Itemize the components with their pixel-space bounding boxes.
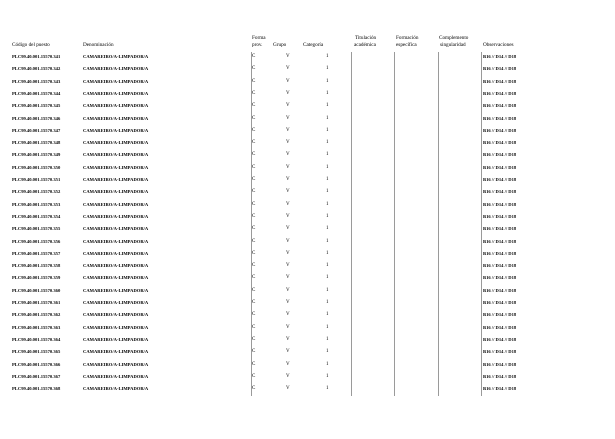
cell-forma-prov: C [252,349,256,355]
cell-grupo: V [286,213,290,219]
cell-categoria: 1 [326,152,329,158]
header-titulacion-line2: académica [354,42,376,48]
cell-grupo: V [286,336,290,342]
header-codigo: Código del puesto [12,42,50,48]
cell-codigo: PLC99.40.001.15570.368 [12,386,61,392]
cell-observaciones: B16 // D14 // D18 [483,189,517,195]
cell-codigo: PLC99.40.001.15570.359 [12,275,61,281]
cell-forma-prov: C [252,263,256,269]
cell-observaciones: B16 // D14 // D18 [483,140,517,146]
header-denominacion: Denominación [83,42,114,48]
cell-categoria: 1 [326,287,329,293]
header-complemento-line2: singularidad [440,42,466,48]
cell-forma-prov: C [252,300,256,305]
cell-categoria: 1 [326,386,329,392]
cell-grupo: V [286,189,290,195]
cell-categoria: 1 [326,140,329,146]
table-row [0,63,615,75]
cell-codigo: PLC99.40.001.15570.358 [12,263,61,269]
cell-categoria: 1 [326,78,329,84]
cell-forma-prov: C [252,201,256,207]
cell-observaciones: B16 // D14 // D18 [483,115,517,121]
cell-categoria: 1 [326,226,329,232]
cell-categoria: 1 [326,336,329,342]
table-row [0,334,615,346]
cell-forma-prov: C [252,287,256,293]
header-formacion-line1: Formación [396,35,419,41]
table-row [0,285,615,297]
header-titulacion-line1: Titulación [355,35,377,41]
cell-observaciones: B16 // D14 // D18 [483,349,517,355]
cell-codigo: PLC99.40.001.15570.353 [12,201,61,207]
cell-codigo: PLC99.40.001.15570.344 [12,90,61,96]
cell-categoria: 1 [326,54,329,59]
cell-categoria: 1 [326,103,329,109]
cell-forma-prov: C [252,226,256,232]
cell-denominacion: CAMAREIRO/A-LIMPADOR/A [83,54,149,59]
cell-grupo: V [286,115,290,121]
cell-denominacion: CAMAREIRO/A-LIMPADOR/A [83,78,149,84]
cell-categoria: 1 [326,213,329,219]
cell-codigo: PLC99.40.001.15570.349 [12,152,61,158]
cell-codigo: PLC99.40.001.15570.357 [12,250,61,256]
cell-observaciones: B16 // D14 // D18 [483,201,517,207]
cell-codigo: PLC99.40.001.15570.366 [12,361,61,367]
cell-denominacion: CAMAREIRO/A-LIMPADOR/A [83,238,149,244]
cell-observaciones: B16 // D14 // D18 [483,250,517,256]
cell-denominacion: CAMAREIRO/A-LIMPADOR/A [83,361,149,367]
cell-codigo: PLC99.40.001.15570.348 [12,140,61,146]
cell-forma-prov: C [252,250,256,256]
cell-denominacion: CAMAREIRO/A-LIMPADOR/A [83,127,149,133]
cell-grupo: V [286,90,290,96]
cell-grupo: V [286,238,290,244]
cell-grupo: V [286,386,290,392]
cell-codigo: PLC99.40.001.15570.356 [12,238,61,244]
cell-grupo: V [286,312,290,318]
cell-denominacion: CAMAREIRO/A-LIMPADOR/A [83,250,149,256]
cell-grupo: V [286,373,290,379]
cell-forma-prov: C [252,115,256,121]
cell-denominacion: CAMAREIRO/A-LIMPADOR/A [83,189,149,195]
cell-observaciones: B16 // D14 // D18 [483,213,517,219]
header-grupo: Grupo [273,42,287,48]
cell-grupo: V [286,361,290,367]
cell-grupo: V [286,127,290,133]
cell-forma-prov: C [252,90,256,96]
cell-observaciones: B16 // D14 // D18 [483,103,517,109]
cell-categoria: 1 [326,164,329,170]
cell-codigo: PLC99.40.001.15570.354 [12,213,61,219]
cell-categoria: 1 [326,263,329,269]
cell-observaciones: B16 // D14 // D18 [483,275,517,281]
cell-observaciones: B16 // D14 // D18 [483,78,517,84]
cell-grupo: V [286,66,290,72]
cell-grupo: V [286,324,290,330]
cell-denominacion: CAMAREIRO/A-LIMPADOR/A [83,103,149,109]
cell-observaciones: B16 // D14 // D18 [483,312,517,318]
cell-observaciones: B16 // D14 // D18 [483,361,517,367]
cell-denominacion: CAMAREIRO/A-LIMPADOR/A [83,201,149,207]
table-row [0,88,615,100]
cell-grupo: V [286,164,290,170]
cell-denominacion: CAMAREIRO/A-LIMPADOR/A [83,373,149,379]
table-row [0,371,615,383]
table-row [0,260,615,272]
cell-codigo: PLC99.40.001.15570.343 [12,78,61,84]
cell-forma-prov: C [252,66,256,72]
cell-observaciones: B16 // D14 // D18 [483,152,517,158]
cell-denominacion: CAMAREIRO/A-LIMPADOR/A [83,66,149,72]
cell-categoria: 1 [326,250,329,256]
cell-observaciones: B16 // D14 // D18 [483,177,517,182]
table-row [0,223,615,235]
cell-forma-prov: C [252,213,256,219]
table-row [0,383,615,395]
table-row [0,211,615,223]
cell-categoria: 1 [326,275,329,281]
cell-forma-prov: C [252,152,256,158]
table-row [0,76,615,88]
cell-categoria: 1 [326,115,329,121]
table-row [0,162,615,174]
cell-forma-prov: C [252,275,256,281]
table-row [0,297,615,309]
table-row [0,100,615,112]
cell-forma-prov: C [252,386,256,392]
cell-denominacion: CAMAREIRO/A-LIMPADOR/A [83,386,149,392]
cell-forma-prov: C [252,238,256,244]
cell-forma-prov: C [252,103,256,109]
cell-forma-prov: C [252,78,256,84]
cell-observaciones: B16 // D14 // D18 [483,324,517,330]
table-row [0,272,615,284]
cell-codigo: PLC99.40.001.15570.347 [12,127,61,133]
cell-categoria: 1 [326,373,329,379]
cell-grupo: V [286,152,290,158]
cell-observaciones: B16 // D14 // D18 [483,66,517,72]
header-formacion-line2: específica [396,42,417,48]
table-row [0,359,615,371]
cell-grupo: V [286,177,290,182]
cell-denominacion: CAMAREIRO/A-LIMPADOR/A [83,177,149,182]
cell-denominacion: CAMAREIRO/A-LIMPADOR/A [83,275,149,281]
cell-grupo: V [286,349,290,355]
cell-codigo: PLC99.40.001.15570.355 [12,226,61,232]
cell-codigo: PLC99.40.001.15570.342 [12,66,61,72]
cell-observaciones: B16 // D14 // D18 [483,127,517,133]
cell-grupo: V [286,103,290,109]
cell-observaciones: B16 // D14 // D18 [483,226,517,232]
cell-categoria: 1 [326,66,329,72]
cell-forma-prov: C [252,164,256,170]
cell-grupo: V [286,226,290,232]
cell-observaciones: B16 // D14 // D18 [483,386,517,392]
cell-forma-prov: C [252,140,256,146]
cell-forma-prov: C [252,336,256,342]
cell-codigo: PLC99.40.001.15570.351 [12,177,61,182]
cell-denominacion: CAMAREIRO/A-LIMPADOR/A [83,287,149,293]
cell-observaciones: B16 // D14 // D18 [483,164,517,170]
table-row [0,125,615,137]
cell-grupo: V [286,54,290,59]
cell-categoria: 1 [326,312,329,318]
cell-categoria: 1 [326,238,329,244]
cell-codigo: PLC99.40.001.15570.360 [12,287,61,293]
table-row [0,174,615,186]
table-row [0,236,615,248]
cell-categoria: 1 [326,300,329,305]
table-row [0,322,615,334]
header-forma-prov-line2: prov. [252,42,263,48]
header-observaciones: Observaciones [483,42,514,48]
cell-denominacion: CAMAREIRO/A-LIMPADOR/A [83,226,149,232]
cell-grupo: V [286,250,290,256]
header-categoria: Categoría [303,42,324,48]
table-row [0,346,615,358]
cell-categoria: 1 [326,201,329,207]
cell-observaciones: B16 // D14 // D18 [483,300,517,305]
cell-codigo: PLC99.40.001.15570.367 [12,373,61,379]
table-row [0,51,615,63]
cell-forma-prov: C [252,373,256,379]
cell-forma-prov: C [252,361,256,367]
cell-denominacion: CAMAREIRO/A-LIMPADOR/A [83,324,149,330]
cell-categoria: 1 [326,189,329,195]
cell-forma-prov: C [252,312,256,318]
table-row [0,113,615,125]
header-complemento-line1: Complemento [439,35,469,41]
cell-categoria: 1 [326,127,329,133]
table-row [0,248,615,260]
cell-forma-prov: C [252,324,256,330]
cell-grupo: V [286,78,290,84]
cell-denominacion: CAMAREIRO/A-LIMPADOR/A [83,115,149,121]
cell-grupo: V [286,300,290,305]
cell-codigo: PLC99.40.001.15570.352 [12,189,61,195]
cell-categoria: 1 [326,177,329,182]
cell-codigo: PLC99.40.001.15570.363 [12,324,61,330]
cell-observaciones: B16 // D14 // D18 [483,263,517,269]
cell-denominacion: CAMAREIRO/A-LIMPADOR/A [83,312,149,318]
cell-grupo: V [286,263,290,269]
cell-codigo: PLC99.40.001.15570.365 [12,349,61,355]
cell-denominacion: CAMAREIRO/A-LIMPADOR/A [83,90,149,96]
cell-observaciones: B16 // D14 // D18 [483,238,517,244]
cell-forma-prov: C [252,127,256,133]
cell-observaciones: B16 // D14 // D18 [483,287,517,293]
cell-observaciones: B16 // D14 // D18 [483,336,517,342]
header-forma-prov-line1: Forma [252,35,266,41]
cell-codigo: PLC99.40.001.15570.362 [12,312,61,318]
cell-observaciones: B16 // D14 // D18 [483,90,517,96]
cell-categoria: 1 [326,361,329,367]
cell-denominacion: CAMAREIRO/A-LIMPADOR/A [83,336,149,342]
cell-denominacion: CAMAREIRO/A-LIMPADOR/A [83,263,149,269]
cell-denominacion: CAMAREIRO/A-LIMPADOR/A [83,152,149,158]
table-row [0,309,615,321]
cell-observaciones: B16 // D14 // D18 [483,54,517,59]
cell-categoria: 1 [326,324,329,330]
cell-categoria: 1 [326,90,329,96]
cell-forma-prov: C [252,177,256,182]
cell-codigo: PLC99.40.001.15570.364 [12,336,61,342]
cell-codigo: PLC99.40.001.15570.341 [12,54,61,59]
cell-observaciones: B16 // D14 // D18 [483,373,517,379]
cell-grupo: V [286,287,290,293]
table-row [0,137,615,149]
cell-grupo: V [286,140,290,146]
table-row [0,199,615,211]
cell-grupo: V [286,275,290,281]
cell-forma-prov: C [252,189,256,195]
cell-forma-prov: C [252,54,256,59]
cell-categoria: 1 [326,349,329,355]
cell-denominacion: CAMAREIRO/A-LIMPADOR/A [83,349,149,355]
cell-codigo: PLC99.40.001.15570.346 [12,115,61,121]
cell-denominacion: CAMAREIRO/A-LIMPADOR/A [83,300,149,305]
cell-denominacion: CAMAREIRO/A-LIMPADOR/A [83,140,149,146]
cell-denominacion: CAMAREIRO/A-LIMPADOR/A [83,213,149,219]
cell-denominacion: CAMAREIRO/A-LIMPADOR/A [83,164,149,170]
table-row [0,186,615,198]
cell-grupo: V [286,201,290,207]
cell-codigo: PLC99.40.001.15570.361 [12,300,61,305]
cell-codigo: PLC99.40.001.15570.350 [12,164,61,170]
table-row [0,149,615,161]
cell-codigo: PLC99.40.001.15570.345 [12,103,61,109]
